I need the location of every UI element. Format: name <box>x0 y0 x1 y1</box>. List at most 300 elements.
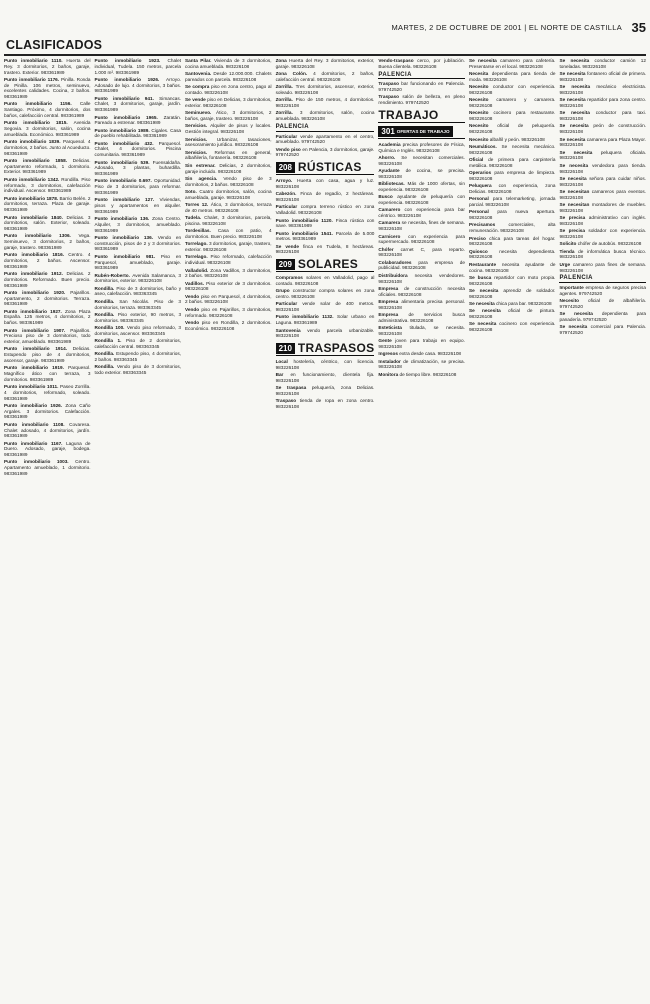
classified-ad <box>469 183 556 195</box>
classified-ad <box>378 286 465 298</box>
classified-ad-text: titulada, se necesita. 983226108 <box>378 325 465 336</box>
classified-ad-text: Avenida Salamanca, 3 dormitorios, exterior. 983226108 <box>94 272 182 284</box>
classified-ad-text: Piso de 3 dormitorios, baño y aseo, calefacción. 983363345 <box>94 285 182 297</box>
column-3 <box>185 58 272 998</box>
classified-ad <box>276 314 375 326</box>
classified-ad-text: finca en Tudela, 8 hectáreas. 983226108 <box>275 243 375 255</box>
classified-ad-heading: Se necesita <box>559 324 591 330</box>
classified-ad-text: Vendo piso reformado, 3 dormitorios, ascensor. 983363345 <box>94 325 182 336</box>
header-rule <box>4 54 646 56</box>
classified-ad-heading: Neumáticos. <box>468 143 502 149</box>
classified-ad-text: para empresa de limpieza. 983226108 <box>468 170 556 181</box>
classified-ad-text: en funcionamiento, clientela fija. 983226108 <box>275 372 375 383</box>
classified-ad-text: Delicias, 2 dormitorios, garaje incluido. 983226108 <box>185 162 272 174</box>
classified-ad-text: Zona Plaza España. 125 metros, 4 dormitorios, 2 baños. 983361989 <box>4 308 91 326</box>
classified-ad-text: vende solar de 400 metros. 983226108 <box>275 301 375 313</box>
classified-ad-heading: Se precisa <box>559 215 589 221</box>
classified-ad-text: constructor compra solares en zona centro. 983226108 <box>275 288 375 300</box>
column-4 <box>276 58 375 998</box>
classified-ad <box>276 301 375 313</box>
classified-ad <box>276 385 375 397</box>
classified-ad <box>4 309 91 326</box>
classified-ad-text: se necesita, fines de semana. 983226108 <box>378 220 465 232</box>
classified-ad <box>469 137 556 143</box>
classified-ad-text: Desde 12.000.000. Chalets pareados con parcela. 983226108 <box>185 71 272 82</box>
classified-ad-heading: Quiosco <box>468 248 500 254</box>
classified-ad-heading: Punto inmobiliario 1003. <box>4 459 76 465</box>
classified-ad <box>95 312 182 324</box>
classified-ad-heading: Tienda <box>559 248 579 254</box>
classified-ad-text: camarera para Plaza Mayor. 983226108 <box>559 136 646 148</box>
classified-ad-text: Centro. 4 dormitorios, 2 baños. Ascensor. 983361989 <box>4 252 91 269</box>
classified-ad-heading: Se necesita <box>559 136 587 142</box>
classified-ad-heading: Se necesita <box>559 149 601 155</box>
section-heading-palencia3: PALENCIA <box>559 276 646 283</box>
classified-ad <box>185 268 272 280</box>
classified-ad-heading: Traspaso <box>378 94 403 100</box>
column-content <box>95 58 182 376</box>
column-7 <box>559 58 646 998</box>
classified-ad <box>4 290 91 307</box>
classified-ad-text: Piso de 2 dormitorios, calefacción central. 983363345 <box>94 338 182 349</box>
classified-ad-heading: Punto inmobiliario 1920. <box>4 289 71 295</box>
classified-ad-text: Vendo en construcción, pisos de 2 y 3 dormitorios. 983361989 <box>94 234 182 252</box>
classified-ad-text: Centro. Apartamento amueblado, 1 dormitorio. 983361989 <box>4 459 91 476</box>
classified-ad <box>378 155 465 167</box>
classified-ad-heading: Se necesitan <box>559 202 592 208</box>
classified-ad-text: Se necesita mecánico. 983226108 <box>468 143 556 155</box>
classified-ad <box>185 307 272 319</box>
classified-ad <box>4 252 91 269</box>
classified-ad-heading: Punto inmobiliario 981. <box>94 253 161 259</box>
classified-ad <box>95 77 182 94</box>
classified-ad <box>469 308 556 320</box>
classified-ad <box>185 137 272 149</box>
classified-ad-text: Piso exterior, 90 metros, 3 dormitorios. 983363345 <box>94 311 182 323</box>
classified-ad <box>185 254 272 266</box>
classified-ad-heading: Punto inmobiliario 136. <box>94 234 158 240</box>
classified-ad-heading: Zorrilla. <box>275 84 296 90</box>
classified-ad-heading: Carnicero <box>378 233 409 239</box>
classified-ad <box>469 288 556 300</box>
classified-ad-text: empresa de seguros precisa agentes. 979742520 <box>559 285 646 296</box>
classified-ad <box>276 178 375 190</box>
classified-ad <box>185 189 272 201</box>
classified-ad <box>276 275 375 287</box>
classified-ad-heading: Personal <box>468 196 493 202</box>
classified-ad-text: albañil y peón. 983226108 <box>489 136 545 142</box>
classified-ad-heading: Se necesita <box>468 308 509 314</box>
classified-ad-text: Laguna de Duero. Adosado, garaje, bodega. 983361989 <box>4 440 91 458</box>
classified-ad-heading: Se compra <box>185 84 211 90</box>
classified-ad-heading: Zorrilla. <box>275 97 296 103</box>
classified-ad-text: Covaresa. Chalet adosado, 4 dormitorios, jardín. 983361989 <box>4 421 91 439</box>
classified-ad-heading: Arroyo. <box>275 178 298 184</box>
classified-ad-heading: Punto inmobiliario 1011. <box>4 384 61 390</box>
classified-ad-text: Simancas. Chalet, 3 dormitorios, garaje, jardín. 983361989 <box>94 95 182 113</box>
classified-ad-text: Zaratán. Pareado a estrenar. 983361989 <box>94 114 182 126</box>
classified-ad <box>559 311 646 323</box>
classified-ad-text: Tres dormitorios, ascensor, exterior, soleado. 983226108 <box>275 84 375 95</box>
classified-ad-text: Piso reformado, calefacción individual. 983226108 <box>185 254 272 266</box>
classified-ad-heading: Ingresos <box>378 351 400 357</box>
classified-ad-heading: Torrelago. <box>185 241 209 247</box>
classified-ad-text: Chalet individual, Tudela. 150 metros, parcela 1.000 m². 983361989 <box>94 58 182 75</box>
classified-ad <box>276 288 375 300</box>
classified-ad <box>378 194 465 206</box>
classified-ad-heading: Tordesillas. <box>185 228 218 234</box>
classified-ad-heading: Soto. <box>185 188 200 194</box>
classified-ad <box>378 351 465 357</box>
classified-ad <box>378 220 465 232</box>
classified-ad-text: Parquesol. 4 dormitorios, 2 baños. Junto al Acueducto. 983361989 <box>4 139 91 156</box>
classified-ad <box>4 77 91 100</box>
classified-ad <box>95 96 182 113</box>
classified-ad-text: necesita vendedores. 983226108 <box>378 272 465 284</box>
classified-ad-text: San Nicolás. Piso de 3 dormitorios, terraza. 983363345 <box>94 298 182 310</box>
classified-ad-text: joven para trabajo en equipo. 983226108 <box>378 338 465 349</box>
classified-ad-text: 4 dormitorios, 2 baños, calefacción central. 983226108 <box>275 71 375 82</box>
section-label-solares: SOLARES <box>297 257 359 272</box>
classified-ad-heading: Santa Pilar. <box>185 58 214 63</box>
classified-ad-text: Vendo piso de 3 dormitorios, todo exterior. 983363345 <box>94 364 182 376</box>
classified-ad <box>559 189 646 201</box>
classified-ad <box>185 58 272 70</box>
classified-ad-text: camareros para eventos. 983226108 <box>559 188 646 200</box>
classified-ad <box>469 170 556 182</box>
classified-ad-heading: Se vende <box>275 243 304 249</box>
section-code-rusticas: 208 <box>278 163 292 173</box>
classified-ad-text: necesita ayudante de cocina. 983226108 <box>468 261 556 273</box>
classified-ad-heading: Se necesita <box>468 287 504 293</box>
classified-ad <box>276 58 375 70</box>
classified-ad-heading: Se necesita <box>559 123 594 129</box>
classified-ad <box>276 398 375 410</box>
classified-ad-heading: Peluquera <box>468 183 499 189</box>
classified-ad-heading: Punto inmobiliario 1839. <box>4 139 64 145</box>
section-heading-traspasos <box>276 342 375 356</box>
classified-ad <box>276 328 375 340</box>
classified-ad <box>559 123 646 135</box>
classified-ad <box>276 84 375 96</box>
classified-ad-heading: Local <box>275 359 294 365</box>
classified-ad <box>276 147 375 159</box>
classified-ad-text: Parquesol. Chalet, 4 dormitorios. Piscina comunitaria. 983361989 <box>94 140 182 158</box>
classified-ad-heading: Instalador <box>378 358 404 364</box>
classified-ad-heading: Se necesita <box>468 321 500 327</box>
classified-ad <box>559 163 646 175</box>
classified-ad-text: 3 dormitorios, salón, cocina amueblada. 983226108 <box>275 110 375 122</box>
classified-ad-text: Vivienda de 3 dormitorios, cocina amueblada. 983226108 <box>185 58 272 69</box>
section-heading-palencia1: PALENCIA <box>276 125 375 132</box>
classified-ad <box>469 301 556 307</box>
classified-ad-heading: Punto inmobiliario 0.697. <box>94 178 154 184</box>
classified-ad <box>378 94 465 106</box>
section-label-rusticas: RÚSTICAS <box>297 160 362 175</box>
classified-ad-text: Delicias. Apartamento reformado, 1 dormitorio. Exterior. 983361989 <box>4 157 91 175</box>
classified-ad-text: Delicias. 3 dormitorios, salón. Exterior, soleado. 983361989 <box>4 214 91 231</box>
classified-ad-text: con experiencia para bar céntrico. 983226108 <box>378 207 465 219</box>
classified-ad <box>95 115 182 127</box>
classified-ad-heading: Monitora <box>378 371 400 377</box>
section-heading-palencia2: PALENCIA <box>378 73 465 80</box>
classified-ad-heading: Particular <box>275 204 301 210</box>
page-header <box>4 20 646 38</box>
classified-ad-heading: Busco <box>378 194 398 200</box>
classified-ad-heading: Personal <box>468 209 498 215</box>
classified-ad-heading: Compramos <box>275 275 307 281</box>
classified-ad <box>559 262 646 274</box>
classified-ad <box>378 372 465 378</box>
classified-ad-heading: Necesito <box>559 298 588 304</box>
classified-ad-heading: Camarera <box>378 220 402 226</box>
classified-ad-text: piso en zona centro, pago al contado. 983226108 <box>185 84 272 95</box>
classified-ad <box>378 338 465 350</box>
classified-ad-text: oficial de pintura. 983226108 <box>468 308 556 320</box>
classified-ad-text: de servicios busca administrativa. 983226108 <box>378 312 465 323</box>
classified-ad-heading: Empresa <box>378 285 405 291</box>
classified-ad-text: Oportunidad. Piso de 3 dormitorios, para reformar. 983361989 <box>94 178 182 195</box>
classified-ad-heading: Rondilla. <box>94 298 120 304</box>
dateline: MARTES, 2 DE OCTUBRE DE 2001 | EL NORTE DE CASTILLA <box>391 23 622 32</box>
classified-ad-text: Se necesitan comerciales. 983226108 <box>378 154 465 166</box>
classified-ad-heading: Colaboradores <box>378 259 419 265</box>
section-badge-traspasos <box>276 343 295 354</box>
classified-ad <box>469 71 556 83</box>
classified-ad-heading: Vendo piso <box>275 146 303 152</box>
section-code-traspasos: 210 <box>278 344 292 354</box>
classified-ad-heading: Rondilla. <box>94 351 117 357</box>
classified-ad-heading: Vendo-traspaso <box>378 58 418 63</box>
classified-ad-text: precisa profesores de Física, Química e Inglés. 983226108 <box>378 141 465 153</box>
classified-ad-heading: Punto inmobiliario 1965. <box>94 114 164 120</box>
classified-ad-heading: Vadillos. <box>185 280 207 286</box>
classified-ad-heading: Se necesitan <box>559 188 592 194</box>
section-heading-trabajo <box>378 109 465 123</box>
column-content <box>559 58 646 336</box>
classified-ad <box>95 338 182 350</box>
classified-ad-heading: Punto inmobiliario 1912. <box>4 271 67 277</box>
classified-ad <box>559 324 646 336</box>
classified-ad-text: Estupendo piso, 4 dormitorios, 2 baños. 983363345 <box>94 351 182 362</box>
classified-ad-text: 3 dormitorios, garaje, trastero, exterior. 983226108 <box>185 241 272 253</box>
classified-ad-heading: Punto inmobiliario 1919. <box>4 365 69 371</box>
classified-ad-text: señora para cuidar niños. 983226108 <box>559 175 646 187</box>
classified-ad <box>4 422 91 439</box>
classified-ad-heading: Se necesita <box>559 162 593 168</box>
section-badge-ofertas <box>378 126 452 137</box>
classified-ad-text: cocinero para restaurante. 983226108 <box>468 110 556 122</box>
classified-ad-heading: Punto inmobiliario 1176. <box>4 76 61 82</box>
classified-ad-heading: Vendo <box>185 319 202 325</box>
classified-ad-heading: Vendo <box>185 293 201 299</box>
classified-ad-heading: Punto inmobiliario 1927. <box>4 308 65 314</box>
classified-ad-heading: Servicios. <box>185 136 217 142</box>
classified-ad <box>276 244 375 256</box>
classified-ad-text: tienda de ropa en zona centro. 983226108 <box>275 398 375 410</box>
classified-ad-heading: Punto inmobiliario 432. <box>94 140 159 146</box>
column-2 <box>95 58 182 998</box>
classified-ad <box>95 58 182 75</box>
classified-ad-heading: Operarios <box>468 170 495 176</box>
classified-ad <box>378 273 465 285</box>
classified-ad <box>95 216 182 233</box>
classified-ad-text: Zona Vadillos, 3 dormitorios, 2 baños. 983226108 <box>185 267 272 279</box>
classified-ad <box>378 168 465 180</box>
classified-ad-text: Calle Santiago. Próximo, 4 dormitorios, dos baños, calefacción central. 983361989 <box>4 101 91 118</box>
classified-ad <box>276 191 375 203</box>
classified-ad-heading: Punto inmobiliario 1306. <box>4 233 79 239</box>
classified-ad-heading: Punto inmobiliario 1926. <box>4 402 66 408</box>
classified-ad-text: fontanero oficial de primera. 983226108 <box>559 71 646 82</box>
classified-ad-heading: Punto inmobiliario 1167. <box>4 440 67 446</box>
classified-ad <box>378 247 465 259</box>
classified-ad-text: extra desde casa. 983226108 <box>399 351 462 357</box>
classified-ad-heading: Distribuidora <box>378 272 415 278</box>
classified-ad-heading: Rondilla 100. <box>94 325 127 330</box>
classified-ad <box>4 158 91 175</box>
classified-ad <box>559 249 646 261</box>
classified-ad-text: Parquesol. Magnífico ático con terraza, 3 dormitorios. 983361989 <box>4 365 91 382</box>
classified-ad-text: Fuensaldaña. Adosado, 3 plantas, buhardilla. 983361989 <box>94 159 182 177</box>
classified-ad-heading: Santovenia. <box>185 71 214 77</box>
classified-ad-heading: Ayudante <box>378 168 406 174</box>
classified-ad <box>559 71 646 83</box>
classified-ad-heading: Zona <box>275 58 290 63</box>
classified-ad <box>378 142 465 154</box>
classified-ad <box>559 202 646 214</box>
classified-ad-text: vendedora para tienda. 983226108 <box>559 162 646 174</box>
classified-ad-heading: Punto inmobiliario 1923. <box>94 58 168 63</box>
section-label-traspasos: TRASPASOS <box>297 341 375 356</box>
classified-ad <box>4 365 91 382</box>
classified-ad-heading: Necesito <box>468 110 494 116</box>
classified-ad-heading: Bibliotecas. <box>378 181 408 187</box>
classified-ad <box>378 234 465 246</box>
classified-ad-heading: Zorrilla. <box>275 110 300 116</box>
classified-ad-text: Vendo piso de 3 dormitorios, 2 baños. 983226108 <box>185 175 272 187</box>
classified-ad <box>276 71 375 83</box>
classified-ad-text: Ático, 3 dormitorios, terraza de 40 metros. 983226108 <box>185 202 272 213</box>
classified-ad <box>378 181 465 193</box>
classified-ad-heading: Se necesita <box>468 301 497 307</box>
classified-ad-heading: Punto inmobiliario 1914. <box>4 346 73 352</box>
classified-ad <box>185 281 272 293</box>
classified-ad <box>276 204 375 216</box>
classified-ad-heading: Servicios. <box>185 149 215 155</box>
section-heading-solares <box>276 258 375 272</box>
classified-ad-heading: Punto inmobiliario 1541. <box>275 230 336 236</box>
classified-ad <box>559 137 646 149</box>
classified-ad-heading: Academia <box>378 141 403 147</box>
classified-ad <box>95 299 182 311</box>
classified-ad-heading: Se necesita <box>559 71 588 77</box>
classified-ad-heading: Punto inmobiliario 1840. <box>4 214 67 220</box>
classified-ad-text: de climatización, se precisa. 983226108 <box>378 358 465 370</box>
classified-ad <box>185 110 272 122</box>
classified-ad-heading: Empresa <box>378 312 409 318</box>
classified-ad-text: Zona Centro. Alquiler, 3 dormitorios, amueblado. 983361989 <box>94 216 182 233</box>
classified-ad <box>276 359 375 371</box>
classified-ad-heading: Punto inmobiliario 1907. <box>4 327 71 333</box>
column-5 <box>378 58 465 998</box>
classified-ad <box>4 346 91 363</box>
classified-ad-text: montadores de muebles. 983226108 <box>559 202 646 213</box>
section-title: CLASIFICADOS <box>6 38 103 52</box>
classified-ad-text: Pajarillos. Apartamento, 2 dormitorios. Terraza. 983361989 <box>4 289 91 307</box>
classified-ad-heading: Servicios. <box>185 123 211 129</box>
classified-ad <box>469 157 556 169</box>
classified-ad-text: Viviendas, pisos y apartamentos en alquiler. 983361989 <box>94 197 182 214</box>
classified-ad <box>95 364 182 376</box>
classified-ad <box>559 241 646 247</box>
classified-ad-heading: Seminuevo. <box>185 110 217 116</box>
column-6 <box>469 58 556 998</box>
classified-ad <box>559 285 646 297</box>
classified-ad <box>559 97 646 109</box>
classified-ad <box>378 325 465 337</box>
classified-ad-heading: Punto inmobiliario 1815. <box>4 120 74 126</box>
classified-ad <box>469 321 556 333</box>
classified-ad-heading: Rondilla. <box>94 285 117 291</box>
classified-ad <box>4 177 91 194</box>
classified-ad <box>185 228 272 240</box>
classified-ad-text: dependienta para tienda de moda. 983226108 <box>468 71 556 82</box>
classified-ad <box>4 441 91 458</box>
classified-ad-heading: Se necesita <box>468 58 501 63</box>
classified-ad-heading: Rubén-Roberto. <box>94 272 133 278</box>
classified-ad-heading: Camarero <box>378 207 405 213</box>
classified-ad <box>469 275 556 287</box>
classified-ad-heading: Solicito <box>559 241 578 247</box>
classified-ad-text: Más de 1000 ofertas, sin experiencia. 983226108 <box>378 181 465 192</box>
classified-ad <box>469 110 556 122</box>
classified-ad <box>559 150 646 162</box>
classified-ad <box>185 176 272 188</box>
classified-ad-heading: Traspaso <box>275 398 300 404</box>
classified-ad <box>276 134 375 146</box>
column-content <box>378 58 465 378</box>
classified-ad-heading: Chófer <box>378 246 401 252</box>
classified-ad <box>469 144 556 156</box>
classified-ad <box>95 160 182 177</box>
classified-ad-text: Rondilla. Piso reformado, 3 dormitorios, calefacción individual. Ascensor. 983361989 <box>4 176 91 194</box>
classified-ad-heading: Torres 12. <box>185 202 211 208</box>
classified-ad <box>185 215 272 227</box>
classified-ad-text: con experiencia para supermercado. 983226108 <box>378 233 465 245</box>
classified-ad-heading: Oficial <box>468 157 489 162</box>
classified-ad-text: cerco, por jubilación. Buena clientela. 983226108 <box>378 58 465 69</box>
classified-ad <box>185 84 272 96</box>
classified-ad <box>559 110 646 122</box>
classified-ad-heading: Se necesita <box>559 110 596 116</box>
classified-ad <box>469 209 556 221</box>
classified-ad-text: alimentaria precisa personal. 983226108 <box>378 298 465 310</box>
classified-ad <box>95 351 182 363</box>
classified-ad-heading: Precisamos <box>468 222 509 228</box>
classified-ad-text: Delicias. 2 dormitorios. Reformado. Buen precio. 983361989 <box>4 271 91 288</box>
classified-ad-text: vende apartamento en el centro, amueblado. 979742520 <box>275 133 375 145</box>
classified-ad-text: piso en Parquesol, 4 dormitorios, 2 baños. 983226108 <box>185 293 272 305</box>
classified-ad-text: Zona Caño Argales. 3 dormitorios. Calefacción. 983361989 <box>4 402 91 420</box>
classified-ad <box>276 218 375 230</box>
classified-ad-heading: Rondilla 1. <box>94 338 126 344</box>
classified-ad-heading: Necesito <box>468 123 498 129</box>
classified-ad-text: con experiencia, zona Delicias. 983226108 <box>468 183 556 194</box>
classified-ad-text: Pinilla. Ronda de Pinilla. 106 metros, seminuevo, excelentes calidades. Cocina, 2 baños. 983361989 <box>4 76 91 100</box>
classified-ad <box>559 228 646 240</box>
classified-ad-heading: Punto inmobiliario 539. <box>94 159 153 165</box>
